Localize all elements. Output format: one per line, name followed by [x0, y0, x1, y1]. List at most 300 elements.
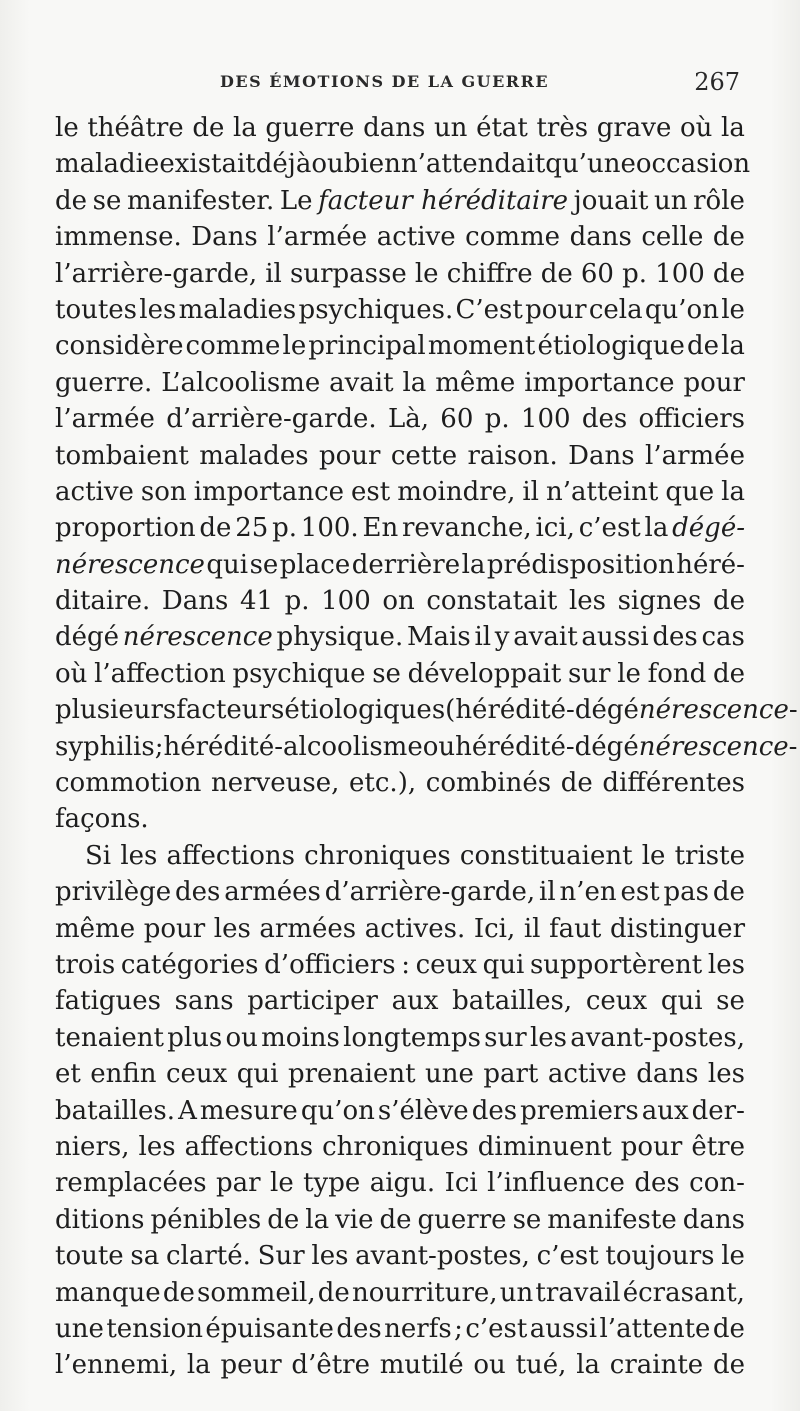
- text-line: [55, 401, 745, 437]
- word: combinés: [425, 768, 552, 799]
- word: état: [476, 113, 528, 143]
- word: être: [691, 1131, 745, 1162]
- word: très: [536, 113, 589, 143]
- word: chroniques: [304, 840, 451, 871]
- word: existait: [159, 149, 256, 180]
- word: ceux: [415, 949, 477, 980]
- word: le: [617, 658, 641, 689]
- word: de: [162, 1277, 195, 1308]
- word: toute: [55, 1241, 124, 1272]
- word: de: [317, 1277, 350, 1308]
- word: qui: [482, 949, 525, 980]
- word: revanche,: [401, 513, 532, 544]
- word: la: [644, 513, 669, 544]
- word: pas: [663, 877, 710, 908]
- word: les: [138, 1131, 176, 1162]
- word: avant-postes,: [570, 1022, 745, 1053]
- word: mesure: [199, 1095, 298, 1126]
- word: le: [721, 294, 745, 325]
- word: tombaient: [55, 440, 189, 471]
- word: aussi: [581, 622, 649, 653]
- word: n’atteint: [546, 476, 659, 507]
- word: armées: [259, 913, 357, 944]
- word: participer: [247, 986, 378, 1017]
- word: de: [712, 586, 745, 617]
- word: mutilé: [379, 1350, 464, 1381]
- word: manque: [55, 1277, 161, 1308]
- word: l’armée: [645, 440, 745, 471]
- word: constatait: [426, 586, 558, 617]
- word: maladie: [55, 149, 160, 180]
- word: façons.: [55, 804, 149, 835]
- word: p.: [272, 513, 298, 544]
- word: une: [425, 1059, 474, 1090]
- word: héré-: [676, 549, 745, 580]
- word: Dans: [568, 440, 635, 471]
- word: qu’on: [644, 294, 719, 325]
- word: active: [547, 1059, 627, 1090]
- word: avait: [513, 622, 578, 653]
- word: des: [471, 1095, 518, 1126]
- word: derrière: [351, 549, 461, 580]
- word: la: [461, 549, 486, 580]
- word: batailles.: [55, 1095, 176, 1126]
- word: ;: [154, 731, 164, 762]
- word: clarté.: [166, 1241, 251, 1272]
- text-line: [55, 838, 745, 874]
- word: de: [560, 768, 593, 799]
- body-text: [55, 110, 798, 1384]
- word: Ici: [444, 1168, 478, 1199]
- text-line: [55, 1056, 745, 1092]
- word: catégories: [120, 949, 259, 980]
- word: des: [652, 622, 698, 653]
- word: de: [379, 1204, 412, 1235]
- word: avant-postes,: [355, 1241, 530, 1272]
- word: de: [712, 1350, 745, 1381]
- word: ceux: [585, 986, 648, 1017]
- word: tué,: [515, 1350, 567, 1381]
- word: d’être: [291, 1350, 370, 1381]
- word: 60: [440, 404, 474, 435]
- word: dégé: [55, 622, 120, 653]
- word: -: [788, 731, 798, 762]
- text-line: [55, 110, 745, 146]
- text-line: [55, 692, 798, 728]
- word: malades: [199, 440, 309, 471]
- word: aussi: [529, 1313, 598, 1344]
- word: de: [199, 513, 232, 544]
- word: sur: [567, 658, 611, 689]
- word: il: [522, 476, 539, 507]
- word: Ici,: [473, 913, 516, 944]
- word: même: [55, 913, 136, 944]
- word: crainte: [609, 1350, 704, 1381]
- word: privilège: [55, 877, 172, 908]
- word: avait: [329, 367, 394, 398]
- word: pour: [620, 1131, 683, 1162]
- word: l’ennemi,: [55, 1350, 178, 1381]
- word: cette: [390, 440, 458, 471]
- word: se: [512, 1204, 542, 1235]
- text-line: [55, 547, 745, 583]
- word: 100: [321, 586, 371, 617]
- word: manifester.: [126, 185, 275, 216]
- word: ou: [422, 731, 456, 762]
- word: sa: [130, 1241, 160, 1272]
- word: occasion: [635, 149, 751, 180]
- word: pour: [525, 294, 587, 325]
- word: se: [716, 986, 745, 1017]
- word: l’armée: [55, 404, 155, 435]
- word: une: [55, 1313, 104, 1344]
- word: des: [634, 1168, 680, 1199]
- word: 25: [235, 513, 269, 544]
- text-line: [55, 1202, 745, 1238]
- word: la: [305, 1204, 330, 1235]
- word: celle: [641, 222, 704, 253]
- word: part: [483, 1059, 539, 1090]
- text-line: [55, 1347, 745, 1383]
- word: les: [707, 949, 745, 980]
- word: on: [382, 586, 415, 617]
- word: qu’on: [300, 1095, 375, 1126]
- text-line: [55, 947, 745, 983]
- word: de: [192, 113, 225, 143]
- word: la: [232, 113, 257, 143]
- word: moment: [427, 331, 536, 362]
- text-line: [55, 1311, 745, 1347]
- word: niers,: [55, 1131, 130, 1162]
- word: grave: [596, 113, 672, 143]
- word: déjà: [255, 149, 312, 180]
- text-line: [55, 328, 745, 364]
- word: s’élève: [377, 1095, 469, 1126]
- word: prenaient: [287, 1059, 416, 1090]
- word: trois: [55, 949, 116, 980]
- text-line: [55, 619, 745, 655]
- text-line: [55, 1275, 745, 1311]
- word: C’est: [455, 294, 523, 325]
- word: sur: [484, 1022, 527, 1053]
- word: longtemps: [343, 1022, 481, 1053]
- word: toutes: [55, 294, 138, 325]
- word: supportèrent: [529, 949, 703, 980]
- word: ditaire.: [55, 586, 151, 617]
- word: signes: [617, 586, 702, 617]
- word: le: [721, 1241, 745, 1272]
- word: un: [499, 1277, 534, 1308]
- word: l’affection: [94, 658, 226, 689]
- word: son: [140, 476, 187, 507]
- text-line: [55, 1093, 745, 1129]
- word: moins: [261, 1022, 340, 1053]
- word: nourriture,: [351, 1277, 498, 1308]
- word: les: [213, 913, 251, 944]
- page-number: 267: [694, 68, 740, 96]
- word: il: [474, 622, 492, 653]
- word: cas: [701, 622, 745, 653]
- word: ou: [473, 1350, 506, 1381]
- word: il: [539, 877, 556, 908]
- text-line: [55, 911, 745, 947]
- word: l’influence: [487, 1168, 625, 1199]
- word: Si: [85, 840, 112, 871]
- text-line: [55, 1165, 745, 1201]
- word: place: [279, 549, 351, 580]
- text-line: [55, 765, 745, 801]
- word: immense.: [55, 222, 182, 253]
- word: nerfs: [384, 1313, 452, 1344]
- word: la: [576, 1350, 601, 1381]
- word: même: [435, 367, 516, 398]
- word: c’est: [465, 1313, 528, 1344]
- word: étiologiques: [284, 695, 446, 726]
- word: par: [216, 1168, 261, 1199]
- word: ici,: [535, 513, 575, 544]
- word: proportion: [55, 513, 196, 544]
- word: active: [55, 476, 134, 507]
- word: enfin: [90, 1059, 157, 1090]
- text-line: [55, 146, 751, 182]
- word: la: [721, 476, 745, 507]
- word: fond: [647, 658, 707, 689]
- word: considère: [55, 331, 184, 362]
- word: premiers: [520, 1095, 639, 1126]
- italic-word: nérescence: [638, 731, 789, 762]
- word: ou: [311, 149, 344, 180]
- word: pénibles: [150, 1204, 262, 1235]
- word: 100: [520, 404, 571, 435]
- word: 41: [239, 586, 274, 617]
- word: de: [55, 185, 88, 216]
- word: moindre,: [397, 476, 516, 507]
- italic-word: dégé-: [672, 513, 745, 544]
- word: 100.: [300, 513, 359, 544]
- word: des: [336, 1313, 382, 1344]
- word: pour: [143, 913, 206, 944]
- word: les: [120, 840, 158, 871]
- word: guerre: [265, 113, 355, 143]
- text-line: [55, 292, 745, 328]
- word: bien: [343, 149, 401, 180]
- word: dans: [569, 222, 632, 253]
- word: 60: [580, 258, 614, 289]
- word: des: [174, 877, 221, 908]
- word: le: [641, 840, 666, 871]
- word: triste: [674, 840, 745, 871]
- word: dans: [636, 1059, 699, 1090]
- word: -: [788, 695, 798, 726]
- word: où: [55, 658, 88, 689]
- word: de: [712, 1313, 745, 1344]
- word: En: [362, 513, 399, 544]
- word: facteurs: [176, 695, 285, 726]
- word: se: [92, 185, 122, 216]
- word: de: [712, 222, 745, 253]
- word: n’en: [559, 877, 617, 908]
- word: aigu.: [369, 1168, 436, 1199]
- word: jouait: [573, 185, 649, 216]
- word: nerveuse,: [211, 768, 340, 799]
- word: Là,: [387, 404, 429, 435]
- word: syphilis: [55, 731, 155, 762]
- word: faut: [549, 913, 602, 944]
- word: de: [712, 258, 745, 289]
- word: p.: [284, 586, 310, 617]
- word: aux: [641, 1095, 689, 1126]
- word: hérédité-alcoolisme: [163, 731, 423, 762]
- italic-word: facteur héréditaire: [318, 185, 569, 216]
- word: guerre: [417, 1204, 507, 1235]
- word: prédisposition: [486, 549, 675, 580]
- word: et: [55, 1059, 81, 1090]
- word: la: [402, 367, 427, 398]
- word: principal: [308, 331, 426, 362]
- word: les: [311, 1241, 349, 1272]
- word: psychiques.: [298, 294, 454, 325]
- word: armées: [224, 877, 321, 908]
- word: dans: [682, 1204, 745, 1235]
- word: qui: [236, 1059, 279, 1090]
- word: est: [620, 877, 660, 908]
- word: la: [186, 1350, 211, 1381]
- word: remplacées: [55, 1168, 207, 1199]
- text-line: [55, 983, 745, 1019]
- text-line: [55, 729, 798, 765]
- word: de: [540, 258, 573, 289]
- word: le: [282, 331, 307, 362]
- word: de: [712, 877, 745, 908]
- word: les: [707, 1059, 745, 1090]
- word: il: [265, 258, 282, 289]
- word: cela: [588, 294, 643, 325]
- word: comme: [465, 222, 561, 253]
- word: etc.),: [349, 768, 417, 799]
- word: officiers: [638, 404, 745, 435]
- word: sommeil,: [197, 1277, 316, 1308]
- word: ditions: [55, 1204, 145, 1235]
- word: affections: [184, 1131, 314, 1162]
- text-line: [55, 256, 745, 292]
- text-line: [55, 365, 745, 401]
- word: batailles,: [452, 986, 573, 1017]
- word: constituaient: [459, 840, 633, 871]
- word: théâtre: [87, 113, 184, 143]
- text-line: [55, 183, 745, 219]
- word: ceux: [165, 1059, 228, 1090]
- word: l’arrière-garde,: [55, 258, 258, 289]
- text-line: [55, 219, 745, 255]
- word: d’arrière-garde.: [166, 404, 377, 435]
- word: importance: [193, 476, 345, 507]
- word: l’attente: [599, 1313, 711, 1344]
- word: con-: [689, 1168, 745, 1199]
- word: diminuent: [477, 1131, 612, 1162]
- word: des: [581, 404, 628, 435]
- word: fatigues: [55, 986, 162, 1017]
- word: les: [568, 586, 606, 617]
- word: tenaient: [55, 1022, 164, 1053]
- word: surpasse: [290, 258, 407, 289]
- word: pour: [318, 440, 381, 471]
- running-title: DES ÉMOTIONS DE LA GUERRE: [220, 72, 550, 91]
- text-line: [55, 474, 745, 510]
- word: un: [654, 185, 688, 216]
- word: commotion: [55, 768, 202, 799]
- text-line: [55, 438, 745, 474]
- word: (hérédité-dégé: [445, 695, 639, 726]
- text-line: [55, 801, 745, 837]
- word: un: [433, 113, 468, 143]
- word: écrasant,: [622, 1277, 745, 1308]
- word: Mais: [406, 622, 471, 653]
- word: d’officiers: [264, 949, 396, 980]
- word: ou: [225, 1022, 258, 1053]
- word: p.: [484, 404, 510, 435]
- word: distinguer: [609, 913, 745, 944]
- word: toujours: [605, 1241, 715, 1272]
- word: affections: [166, 840, 295, 871]
- word: développait: [407, 658, 562, 689]
- word: les: [139, 294, 177, 325]
- word: où: [680, 113, 713, 143]
- text-line: [55, 1238, 745, 1274]
- word: le: [414, 258, 439, 289]
- word: la: [721, 331, 745, 362]
- word: c’est: [536, 1241, 599, 1272]
- word: L’alcoolisme: [161, 367, 321, 398]
- word: qu’une: [545, 149, 636, 180]
- word: le: [55, 113, 79, 143]
- word: pour: [683, 367, 745, 398]
- word: 100: [655, 258, 705, 289]
- word: Dans: [161, 586, 229, 617]
- word: se: [372, 658, 401, 689]
- word: manifeste: [547, 1204, 677, 1235]
- word: importance: [524, 367, 675, 398]
- word: sans: [174, 986, 234, 1017]
- word: d’arrière-garde,: [324, 877, 536, 908]
- word: tension: [106, 1313, 203, 1344]
- word: de: [267, 1204, 300, 1235]
- word: plus: [167, 1022, 223, 1053]
- word: actives.: [364, 913, 466, 944]
- word: chiffre: [446, 258, 533, 289]
- word: Dans: [191, 222, 258, 253]
- word: différentes: [602, 768, 745, 799]
- word: p.: [622, 258, 648, 289]
- word: raison.: [467, 440, 558, 471]
- text-line: [55, 656, 745, 692]
- word: de: [712, 658, 745, 689]
- word: chroniques: [322, 1131, 469, 1162]
- word: travail: [535, 1277, 621, 1308]
- word: il: [523, 913, 541, 944]
- word: étiologique: [537, 331, 685, 362]
- word: vie: [335, 1204, 374, 1235]
- word: type: [303, 1168, 361, 1199]
- word: les: [529, 1022, 567, 1053]
- text-line: [55, 874, 745, 910]
- word: hérédité-dégé: [455, 731, 639, 762]
- word: le: [270, 1168, 294, 1199]
- italic-word: nérescence: [638, 695, 789, 726]
- word: ;: [454, 1313, 463, 1344]
- word: qui: [660, 986, 703, 1017]
- word: psychique: [232, 658, 366, 689]
- text-line: [55, 510, 745, 546]
